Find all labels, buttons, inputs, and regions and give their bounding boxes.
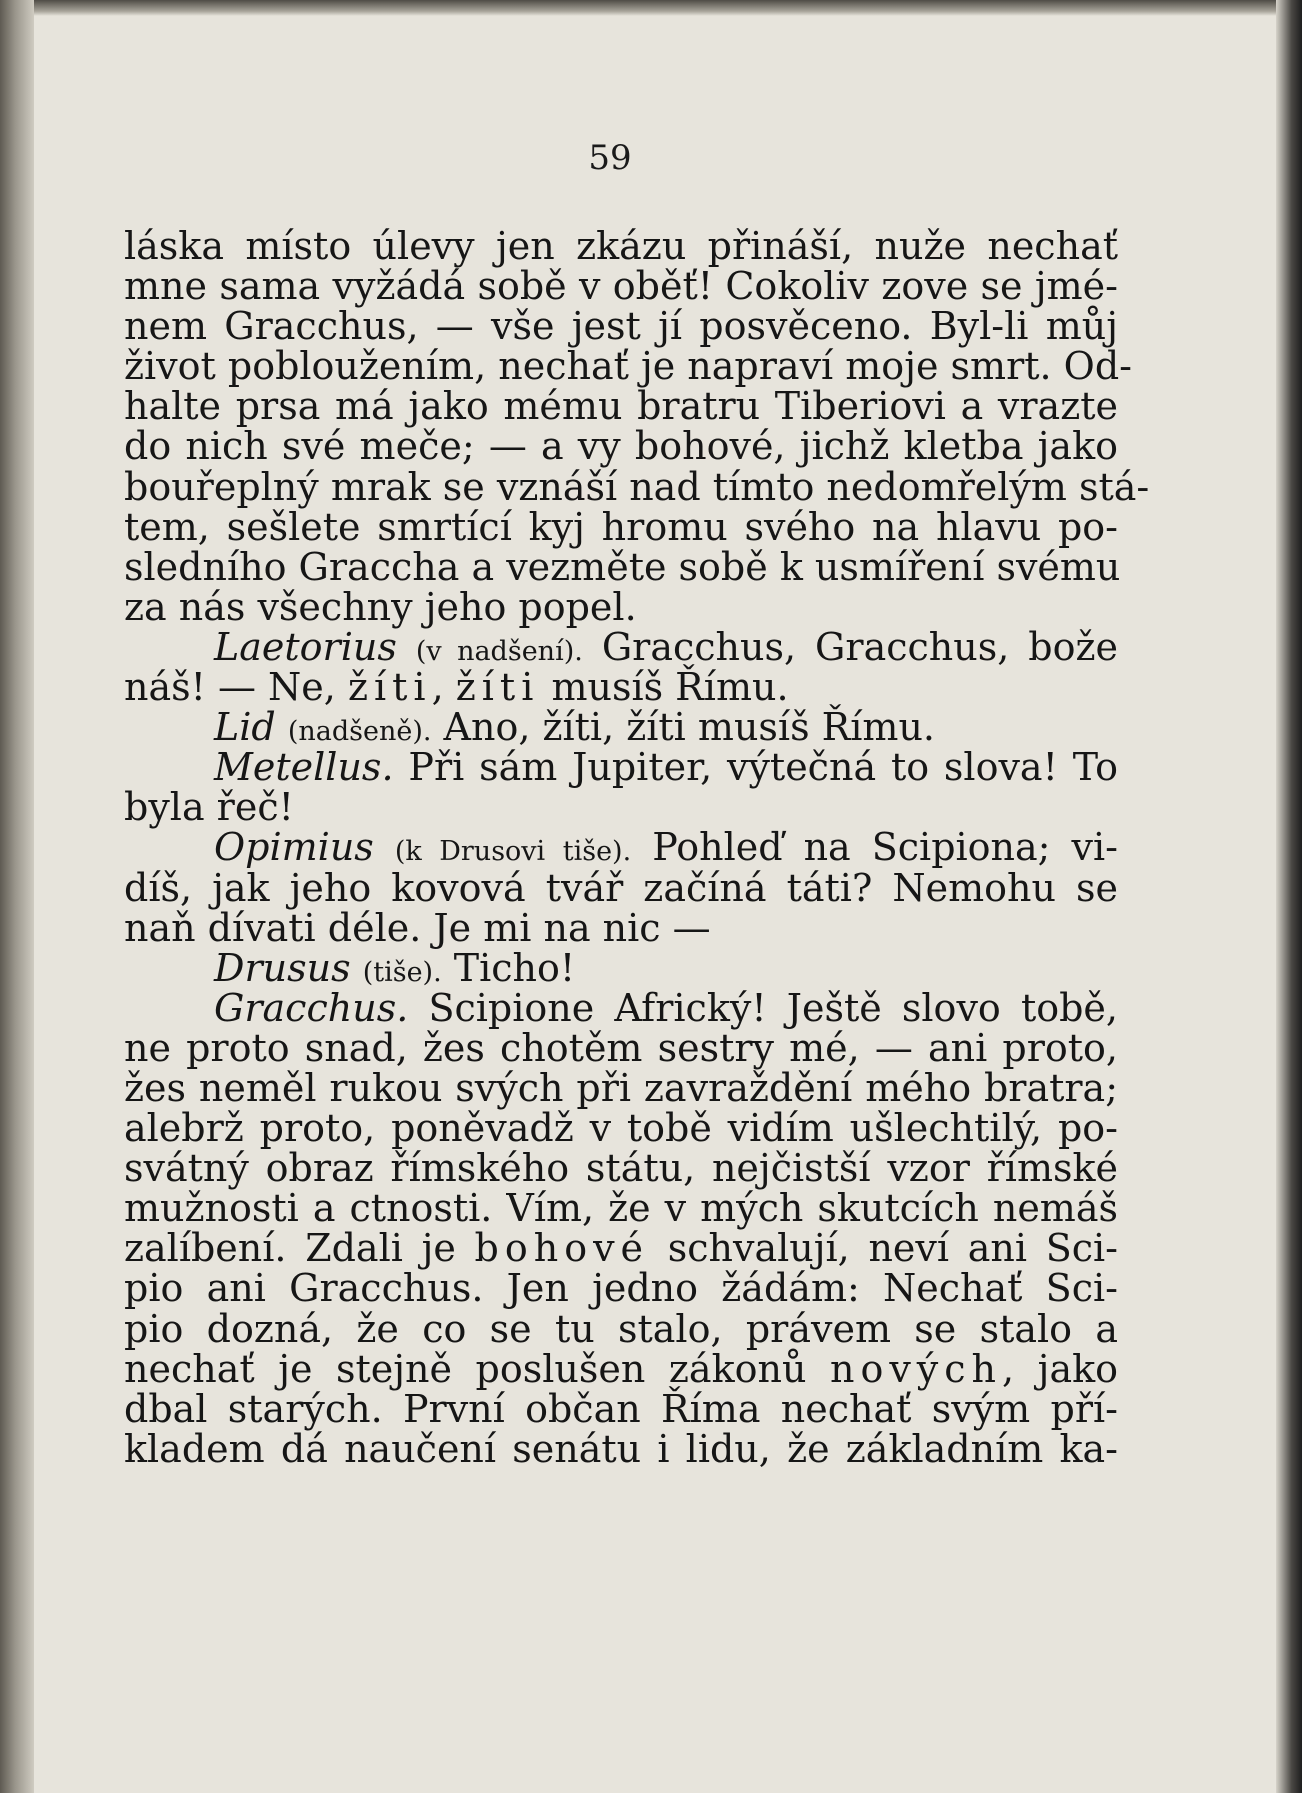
text-span: tem, sešlete smrtící kyj hromu svého na hlavu po- [124, 504, 1118, 549]
text-span: mne sama vyžádá sobě v oběť! Cokoliv zove se jmé- [124, 264, 1118, 309]
text-line [124, 304, 1118, 349]
body-text [124, 224, 1150, 1471]
text-line [124, 1386, 1118, 1431]
text-span: halte prsa má jako mému bratru Tiberiovi a vrazte [124, 384, 1118, 429]
text-line [124, 544, 1121, 589]
stage-direction: (v nadšení). [415, 635, 583, 667]
text-span: láska místo úlevy jen zkázu přináší, nuže nechať [124, 224, 1118, 268]
page-top-shadow [0, 0, 1302, 16]
text-span: schvalují, neví ani Sci- [649, 1226, 1118, 1271]
speaker-name: Laetorius [214, 624, 397, 669]
text-line [124, 384, 1118, 429]
dialogue-line [124, 624, 1118, 669]
speech-text: Scipione Africký! Ještě slovo tobě, [428, 985, 1118, 1030]
text-line [124, 1106, 1118, 1151]
dialogue-line [124, 705, 1118, 750]
text-span: ne proto snad, žes chotěm sestry mé, — ani proto, [124, 1025, 1118, 1070]
text-line [124, 424, 1118, 469]
text-span: musíš Římu. [539, 665, 789, 710]
spaced-emphasis: bohové [474, 1226, 650, 1271]
text-span: dbal starých. První občan Říma nechať svým pří- [124, 1386, 1118, 1431]
speaker-name: Metellus. [214, 745, 394, 790]
text-line [124, 1266, 1118, 1311]
stage-direction: (tiše). [362, 956, 442, 988]
text-span: sledního Graccha a vezměte sobě k usmíření svému [124, 544, 1121, 589]
text-line [124, 1226, 1118, 1271]
text-span: byla řeč! [124, 785, 294, 830]
text-span: díš, jak jeho kovová tvář začíná táti? Nemohu se [124, 865, 1118, 910]
text-line [124, 905, 1118, 950]
text-line [124, 584, 1118, 629]
speech-text: Pohleď na Scipiona; vi- [652, 825, 1118, 870]
text-line [124, 264, 1118, 309]
text-line [124, 344, 1132, 389]
speaker-name: Lid [214, 705, 276, 750]
text-span: mužnosti a ctnosti. Vím, že v mých skutcích nemáš [124, 1186, 1118, 1231]
text-line [124, 1025, 1118, 1070]
text-line [124, 464, 1150, 509]
text-span: náš! — Ne, [124, 665, 348, 710]
text-span: alebrž proto, poněvadž v tobě vidím ušlechtilý, po- [124, 1106, 1118, 1151]
text-span: bouřeplný mrak se vznáší nad tímto nedomřelým stá- [124, 464, 1150, 509]
dialogue-line [124, 945, 1118, 990]
text-span: , jako [1002, 1346, 1118, 1391]
text-line [124, 226, 1118, 266]
text-span: , [431, 665, 456, 710]
text-line [124, 1186, 1118, 1231]
speech-text: Gracchus, Gracchus, bože [601, 624, 1118, 669]
speech-text: Ano, žíti, žíti musíš Římu. [443, 705, 936, 750]
text-line [124, 1426, 1118, 1471]
text-line [124, 1146, 1118, 1191]
spaced-emphasis: žíti [455, 665, 540, 710]
text-span: naň dívati déle. Je mi na nic — [124, 905, 711, 950]
text-span: pio ani Gracchus. Jen jedno žádám: Nechať Sci- [124, 1266, 1118, 1311]
stage-direction: (nadšeně). [287, 716, 432, 748]
text-span: zalíbení. Zdali je [124, 1226, 475, 1271]
text-line [124, 865, 1118, 910]
book-spine-shadow [0, 0, 34, 1793]
page-number: 59 [588, 138, 632, 178]
text-span: za nás všechny jeho popel. [124, 584, 637, 629]
speech-text: Ticho! [453, 945, 576, 990]
text-line [124, 665, 1118, 710]
text-span: pio dozná, že co se tu stalo, právem se stalo a [124, 1306, 1118, 1351]
text-span: svátný obraz římského státu, nejčistší vzor římské [124, 1146, 1118, 1191]
spaced-emphasis: žíti [347, 665, 432, 710]
text-line [124, 504, 1118, 549]
text-line [124, 1346, 1118, 1391]
stage-direction: (k Drusovi tiše). [394, 836, 632, 868]
dialogue-line [124, 985, 1118, 1030]
text-line [124, 1306, 1118, 1351]
text-line [124, 1065, 1118, 1110]
text-line [124, 785, 1118, 830]
dialogue-line [124, 745, 1118, 790]
speech-text: Při sám Jupiter, výtečná to slova! To [408, 745, 1118, 790]
spaced-emphasis: nových [829, 1346, 1003, 1391]
text-span: nem Gracchus, — vše jest jí posvěceno. Byl-li můj [124, 304, 1118, 349]
speaker-name: Gracchus. [214, 985, 409, 1030]
text-span: kladem dá naučení senátu i lidu, že základním ka- [124, 1426, 1118, 1471]
text-span: žes neměl rukou svých při zavraždění mého bratra; [124, 1065, 1118, 1110]
text-span: nechať je stejně poslušen zákonů [124, 1346, 830, 1391]
text-span: do nich své meče; — a vy bohové, jichž kletba jako [124, 424, 1118, 469]
speaker-name: Opimius [214, 825, 374, 870]
page-right-edge [1276, 0, 1302, 1793]
text-span: život pobloužením, nechať je napraví moje smrt. Od- [124, 344, 1132, 389]
dialogue-line [124, 825, 1118, 870]
speaker-name: Drusus [214, 945, 351, 990]
